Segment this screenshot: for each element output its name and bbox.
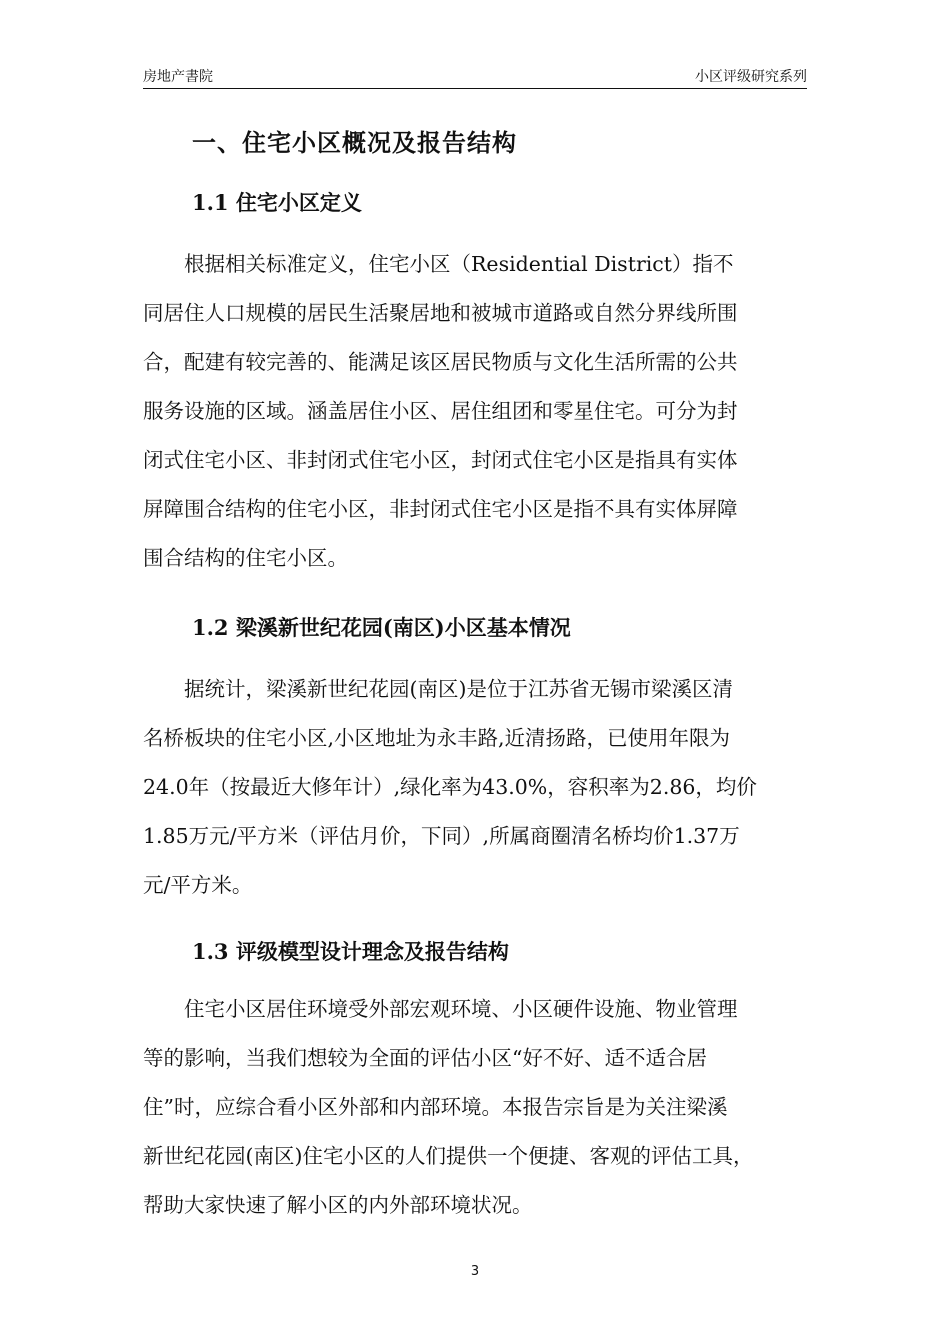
subsection-1-3-title: 1.3 评级模型设计理念及报告结构 — [192, 939, 509, 964]
paragraph-line: 服务设施的区域。涵盖居住小区、居住组团和零星住宅。可分为封 — [143, 399, 738, 423]
paragraph-line: 元/平方米。 — [143, 873, 253, 897]
header-publisher: 房地产書院 — [143, 69, 213, 85]
paragraph-line: 等的影响，当我们想较为全面的评估小区“好不好、适不适合居 — [143, 1046, 707, 1070]
page-header — [143, 66, 807, 88]
paragraph-line: 帮助大家快速了解小区的内外部环境状况。 — [143, 1193, 533, 1217]
subsection-1-2-paragraph — [143, 665, 813, 910]
paragraph-line: 名桥板块的住宅小区,小区地址为永丰路,近清扬路，已使用年限为 — [143, 726, 731, 750]
subsection-1-2-title: 1.2 梁溪新世纪花园(南区)小区基本情况 — [192, 615, 571, 640]
paragraph-line: 1.85万元/平方米（评估月价，下同）,所属商圈清名桥均价1.37万 — [143, 824, 740, 848]
paragraph-line: 合，配建有较完善的、能满足该区居民物质与文化生活所需的公共 — [143, 350, 738, 374]
page-number: 3 — [470, 1264, 480, 1279]
paragraph-line: 闭式住宅小区、非封闭式住宅小区，封闭式住宅小区是指具有实体 — [143, 448, 738, 472]
paragraph-line: 同居住人口规模的居民生活聚居地和被城市道路或自然分界线所围 — [143, 301, 738, 325]
paragraph-line: 新世纪花园(南区)住宅小区的人们提供一个便捷、客观的评估工具， — [143, 1144, 754, 1168]
section-title: 一、住宅小区概况及报告结构 — [192, 128, 517, 157]
paragraph-line: 据统计，梁溪新世纪花园(南区)是位于江苏省无锡市梁溪区清 — [143, 677, 733, 701]
paragraph-line: 住”时，应综合看小区外部和内部环境。本报告宗旨是为关注梁溪 — [143, 1095, 728, 1119]
subsection-1-1-title: 1.1 住宅小区定义 — [192, 190, 362, 215]
paragraph-line: 围合结构的住宅小区。 — [143, 546, 348, 570]
paragraph-line: 24.0年（按最近大修年计）,绿化率为43.0%，容积率为2.86，均价 — [143, 775, 757, 799]
paragraph-line: 根据相关标准定义，住宅小区（Residential District）指不 — [143, 252, 734, 276]
header-divider — [143, 88, 807, 89]
subsection-1-3-paragraph — [143, 985, 813, 1230]
header-series-title: 小区评级研究系列 — [695, 69, 807, 85]
paragraph-line: 住宅小区居住环境受外部宏观环境、小区硬件设施、物业管理 — [143, 997, 738, 1021]
subsection-1-1-paragraph — [143, 240, 813, 583]
paragraph-line: 屏障围合结构的住宅小区，非封闭式住宅小区是指不具有实体屏障 — [143, 497, 738, 521]
